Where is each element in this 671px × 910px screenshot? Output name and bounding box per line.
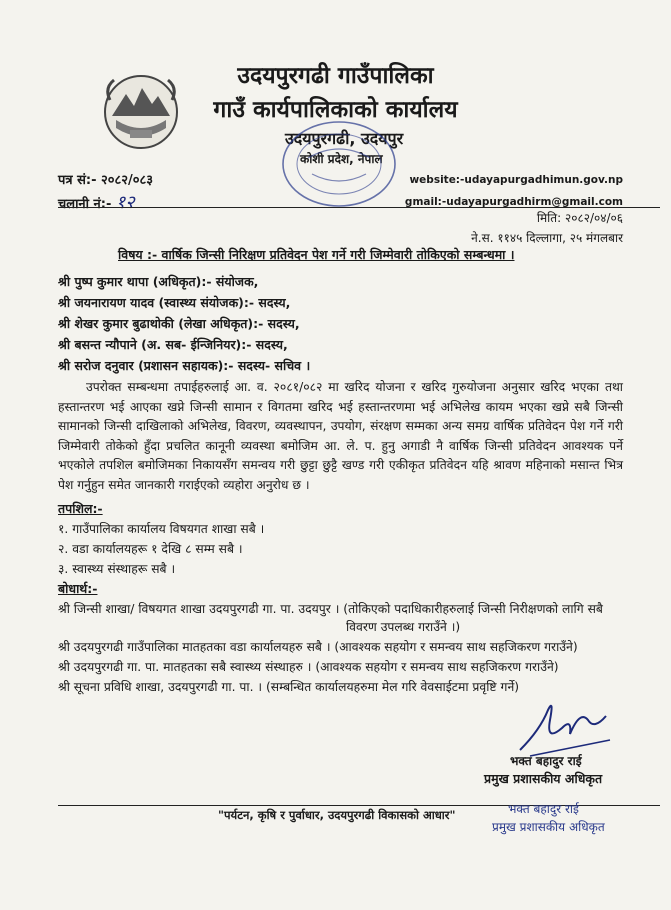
addressee-4: श्री बसन्त न्यौपाने (अ. सब- ईन्जिनियर):- सदस्य, bbox=[58, 337, 288, 352]
bodhartha-item-2: श्री उदयपुरगढी गाउँपालिका मातहतका वडा कार्यालयहरु सबै । (आवश्यक सहयोग र समन्वय साथ सहजिकरण गराउँने) bbox=[58, 640, 578, 654]
bodhartha-item-3: श्री उदयपुरगढी गा. पा. मातहतका सबै स्वास्थ्य संस्थाहरु । (आवश्यक सहयोग र समन्वय साथ सहजिकरण गराउँने) bbox=[58, 660, 559, 674]
addressee-1: श्री पुष्प कुमार थापा (अधिकृत):- संयोजक, bbox=[58, 274, 259, 289]
tapasil-label: तपशिल:- bbox=[58, 501, 103, 516]
signatory-title: प्रमुख प्रशासकीय अधिकृत bbox=[484, 771, 603, 786]
tapasil-item-1: १. गाउँपालिका कार्यालय विषयगत शाखा सबै । bbox=[58, 522, 265, 536]
chalani-label: चलानी नं:- bbox=[58, 197, 112, 212]
tapasil-item-3: ३. स्वास्थ्य संस्थाहरू सबै । bbox=[58, 562, 176, 576]
patra-sankhya: पत्र सं:- २०८२/०८३ bbox=[58, 173, 154, 188]
office-province: कोशी प्रदेश, नेपाल bbox=[300, 152, 383, 166]
subject-line: विषय :- वार्षिक जिन्सी निरिक्षण प्रतिवेदन पेश गर्ने गरी जिम्मेवारी तोकिएको सम्बन्धमा । bbox=[118, 247, 515, 262]
header-divider bbox=[58, 207, 660, 208]
footer-slogan: "पर्यटन, कृषि र पुर्वाधार, उदयपुरगढी विकासको आधार" bbox=[218, 808, 456, 822]
letter-body: उपरोक्त सम्बन्धमा तपाईहरुलाई आ. व. २०८१/०८२ मा खरिद योजना र खरिद गुरुयोजना अनुसार खरिद भएका तथा हस्तान्तरण भई आएका खप्ने जिन्सी सामान र विगतमा खरिद भई हस्तान्तरणमा भई अभिलेख कायम भएका खप्ने सबै जिन्सी सामानको जिन्सी दाखिलाको अभिलेख, विवरण, व्यवस्थापन, उपयोग, संरक्षण सम्मका अन्य समग्र वार्षिक प्रतिवेदन पेश गर्ने गरी जिम्मेवारी तोकेको हुँदा प्रचलित कानूनी व्यवस्था बमोजिम आ. ले. प. हुनु अगाडी नै वार्षिक जिन्सी प्रतिवेदन आवश्यक पर्ने भएकोले तपशिल बमोजिमका निकायसँग समन्वय गरी छुट्टा छुट्टै खण्ड गरी एकीकृत प्रतिवेदन यहि श्रावण महिनाको मसान्त भित्र पेश गर्नुहुन समेत जानकारी गराईएको व्यहोरा अनुरोध छ । bbox=[58, 380, 623, 492]
bodhartha-item-1-cont: विवरण उपलब्ध गराउँने ।) bbox=[346, 620, 461, 634]
tapasil-item-2: २. वडा कार्यालयहरू १ देखि ८ सम्म सबै । bbox=[58, 542, 243, 556]
addressee-2: श्री जयनारायण यादव (स्वास्थ्य संयोजक):- सदस्य, bbox=[58, 295, 291, 310]
office-name: गाउँ कार्यपालिकाको कार्यालय bbox=[213, 97, 458, 123]
gmail-text: gmail:-udayapurgadhirm@gmail.com bbox=[404, 196, 623, 208]
website-text: website:-udayapurgadhimun.gov.np bbox=[409, 174, 623, 186]
date-nepal-sambat: ने.स. ११४५ दिल्लागा, २५ मंगलबार bbox=[471, 231, 623, 245]
office-location: उदयपुरगढी, उदयपुर bbox=[285, 129, 404, 148]
chalani-handwritten-number: १२ bbox=[115, 192, 135, 213]
addressee-5: श्री सरोज दनुवार (प्रशासन सहायक):- सदस्य- सचिव । bbox=[58, 358, 311, 373]
name-seal: भक्त बहादुर राई bbox=[508, 802, 579, 816]
office-stamp-seal bbox=[278, 118, 400, 210]
municipality-name: उदयपुरगढी गाउँपालिका bbox=[237, 63, 434, 89]
bodhartha-item-4: श्री सूचना प्रविधि शाखा, उदयपुरगढी गा. पा. । (सम्बन्धित कार्यालयहरुमा मेल गरि वेवसाईटमा प्रवृष्टि गर्ने) bbox=[58, 680, 520, 694]
chalani-number-row bbox=[58, 190, 135, 214]
title-seal: प्रमुख प्रशासकीय अधिकृत bbox=[492, 820, 605, 834]
bodhartha-item-1: श्री जिन्सी शाखा/ विषयगत शाखा उदयपुरगढी गा. पा. उदयपुर । (तोकिएको पदाधिकारीहरुलाई जिन्सी निरीक्षणको लागि सबै bbox=[58, 602, 603, 616]
date-miti: मिति: २०८२/०४/०६ bbox=[536, 211, 623, 225]
addressee-3: श्री शेखर कुमार बुढाथोकी (लेखा अधिकृत):- सदस्य, bbox=[58, 316, 300, 331]
signatory-name: भक्त बहादुर राई bbox=[510, 754, 582, 768]
bodhartha-label: बोधार्थ:- bbox=[58, 581, 98, 596]
